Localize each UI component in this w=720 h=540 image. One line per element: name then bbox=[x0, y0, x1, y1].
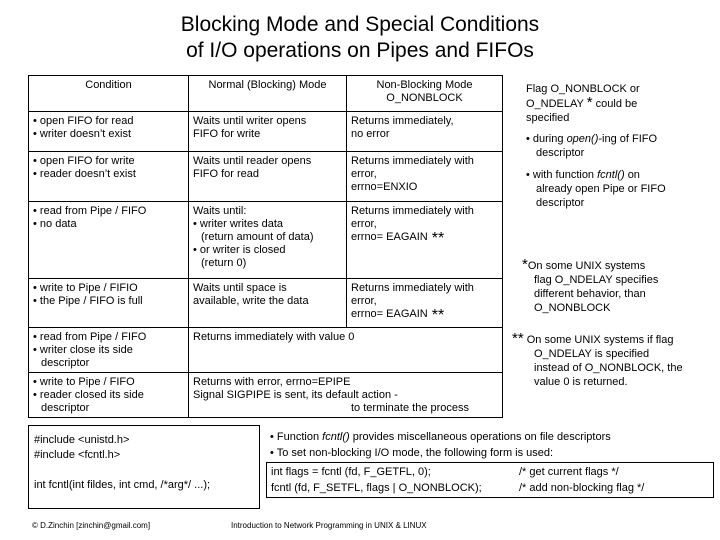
footnote-marker: ** bbox=[431, 307, 445, 324]
table-row bbox=[29, 112, 503, 152]
title-line-2: of I/O operations on Pipes and FIFOs bbox=[186, 39, 534, 62]
normal-cell: Waits until space is available, write the data bbox=[189, 279, 347, 328]
condition-cell: • read from Pipe / FIFO • writer close its side descriptor bbox=[29, 328, 189, 373]
normal-cell: Waits until writer opens FIFO for write bbox=[189, 112, 347, 152]
with-fcntl-note: • with function fcntl() on already open Pipe or FIFO descriptor bbox=[526, 169, 666, 209]
include-unistd: #include <unistd.h> bbox=[34, 434, 130, 446]
condition-cell: • write to Pipe / FIFIO • the Pipe / FIFO is full bbox=[29, 279, 189, 328]
footnote-marker: ** bbox=[431, 230, 445, 247]
table-row bbox=[29, 279, 503, 328]
header-normal-mode: Normal (Blocking) Mode bbox=[189, 76, 347, 112]
normal-cell: Waits until reader opens FIFO for read bbox=[189, 152, 347, 202]
nonblocking-cell: Returns immediately with error, errno= EAGAIN ** bbox=[347, 202, 503, 279]
normal-cell: Waits until: • writer writes data (return amount of data) • or writer is closed (return 0) bbox=[189, 202, 347, 279]
table-header-row bbox=[29, 76, 503, 112]
footnote-marker: * bbox=[522, 256, 528, 273]
footnote-marker: ** bbox=[512, 330, 524, 347]
slide-title bbox=[0, 12, 720, 64]
fcntl-signature: int fcntl(int fildes, int cmd, /*arg*/ ...); bbox=[34, 479, 211, 491]
header-nonblocking-mode: Non-Blocking Mode O_NONBLOCK bbox=[347, 76, 503, 112]
conditions-table bbox=[28, 75, 503, 418]
flag-note: Flag O_NONBLOCK or O_NDELAY * could be specified bbox=[526, 83, 640, 124]
merged-result-cell: Returns with error, errno=EPIPE Signal SIGPIPE is sent, its default action - to terminate the process bbox=[189, 373, 503, 418]
nonblocking-cell: Returns immediately with error, errno= EAGAIN ** bbox=[347, 279, 503, 328]
merged-result-cell: Returns immediately with value 0 bbox=[189, 328, 503, 373]
footer-course: Introduction to Network Programming in UNIX & LINUX bbox=[231, 521, 427, 530]
nonblocking-cell: Returns immediately, no error bbox=[347, 112, 503, 152]
condition-cell: • open FIFO for write • reader doesn’t exist bbox=[29, 152, 189, 202]
footer-author: © D.Zinchin [zinchin@gmail.com] bbox=[32, 521, 151, 530]
footnote-double-star: ** On some UNIX systems if flag O_NDELAY is specified instead of O_NONBLOCK, the value 0 is returned. bbox=[512, 330, 683, 388]
fcntl-description: • Function fcntl() provides miscellaneous operations on file descriptors • To set non-blocking I/O mode, the following form is used: bbox=[270, 431, 611, 459]
footnote-marker: * bbox=[586, 94, 593, 111]
table-row bbox=[29, 202, 503, 279]
include-fcntl: #include <fcntl.h> bbox=[34, 449, 121, 461]
table-row bbox=[29, 152, 503, 202]
table-row bbox=[29, 373, 503, 418]
code-line-get-flags: int flags = fcntl (fd, F_GETFL, 0); bbox=[271, 466, 431, 478]
code-comment: /* add non-blocking flag */ bbox=[519, 482, 645, 494]
fcntl-prototype-box bbox=[28, 425, 260, 509]
code-comment: /* get current flags */ bbox=[519, 466, 619, 478]
condition-cell: • open FIFO for read • writer doesn’t exist bbox=[29, 112, 189, 152]
code-line-set-flags: fcntl (fd, F_SETFL, flags | O_NONBLOCK); bbox=[271, 482, 482, 494]
during-open-note: • during open()-ing of FIFO descriptor bbox=[526, 133, 658, 159]
header-condition: Condition bbox=[29, 76, 189, 112]
title-line-1: Blocking Mode and Special Conditions bbox=[180, 13, 540, 36]
nonblocking-cell: Returns immediately with error, errno=ENXIO bbox=[347, 152, 503, 202]
nonblock-code-example bbox=[266, 462, 714, 498]
condition-cell: • write to Pipe / FIFO • reader closed its side descriptor bbox=[29, 373, 189, 418]
table-row bbox=[29, 328, 503, 373]
condition-cell: • read from Pipe / FIFO • no data bbox=[29, 202, 189, 279]
footnote-single-star: *On some UNIX systems flag O_NDELAY specifies different behavior, than O_NONBLOCK bbox=[522, 256, 659, 314]
